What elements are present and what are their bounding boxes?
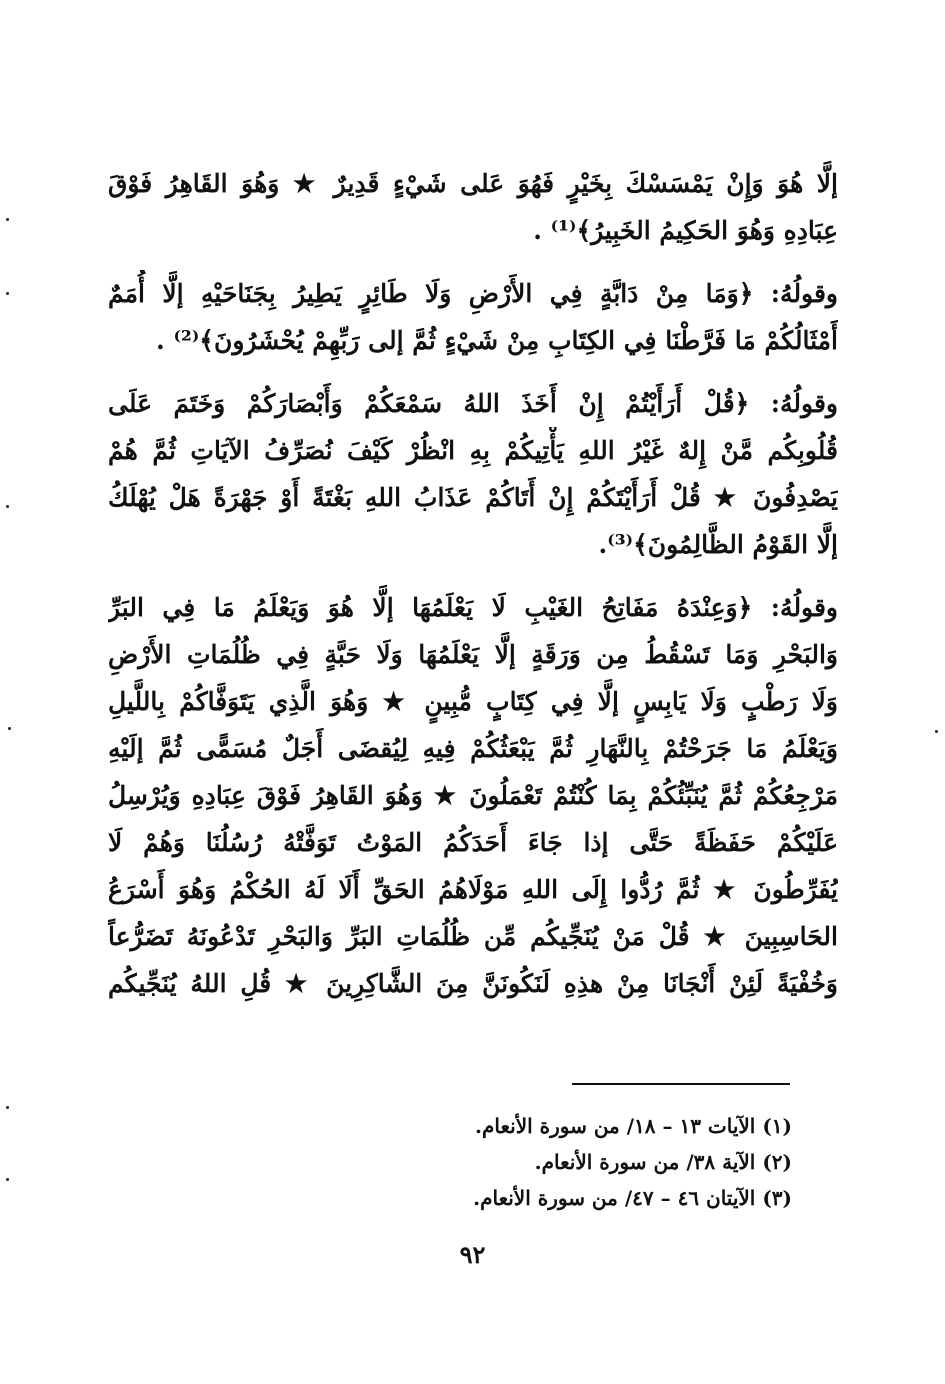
footnote-divider bbox=[572, 1083, 790, 1085]
text-line: إلَّا القَوْمُ الظَّالِمُونَ﴾⁽³⁾. bbox=[598, 530, 838, 559]
scan-speck bbox=[6, 1178, 9, 1181]
scan-speck bbox=[935, 730, 938, 733]
footnote-3: (٣) الآيتان ٤٦ – ٤٧/ من سورة الأنعام. bbox=[473, 1186, 792, 1210]
paragraph-3 bbox=[108, 380, 838, 568]
text-line: عِبَادِهِ وَهُوَ الحَكِيمُ الخَبِيرُ﴾⁽¹⁾ . bbox=[533, 216, 838, 245]
scan-speck bbox=[6, 505, 9, 508]
footnote-1: (١) الآيات ١٣ – ١٨/ من سورة الأنعام. bbox=[475, 1114, 792, 1138]
footnotes bbox=[300, 1108, 792, 1216]
paragraph-4 bbox=[108, 584, 838, 1007]
main-text bbox=[108, 160, 838, 1007]
text-line: الحَاسِبِينَ ★ قُلْ مَنْ يُنَجِّيكُم مِّن ظُلُمَاتِ البَرِّ وَالبَحْرِ تَدْعُونَهُ تَضَرُّعاً bbox=[108, 922, 838, 951]
scan-speck bbox=[6, 292, 9, 295]
scan-speck bbox=[6, 1106, 9, 1109]
text-line: وقولُهُ: ﴿وَمَا مِنْ دَابَّةٍ فِي الأَرْضِ وَلَا طَائِرٍ يَطِيرُ بِجَنَاحَيْهِ إلَّا أُمَمٌ bbox=[108, 279, 838, 308]
text-line: أَمْثَالُكُمْ مَا فَرَّطْنَا فِي الكِتَابِ مِنْ شَيْءٍ ثُمَّ إلى رَبِّهِمْ يُحْشَرُونَ﴾⁽²⁾ . bbox=[156, 326, 838, 355]
text-line: وَالبَحْرِ وَمَا تَسْقُطُ مِن وَرَقَةٍ إلَّا يَعْلَمُهَا وَلَا حَبَّةٍ فِي ظُلُمَاتِ الأَرْضِ bbox=[108, 640, 838, 669]
scan-speck bbox=[8, 727, 11, 730]
footnote-2: (٢) الآية ٣٨/ من سورة الأنعام. bbox=[534, 1150, 792, 1174]
text-line: قُلُوبِكُم مَّنْ إِلهٌ غَيْرُ اللهِ يَأْتِيكُمْ بِهِ انْظُرْ كَيْفَ نُصَرِّفُ الآيَاتِ ثُمَّ هُمْ bbox=[108, 436, 838, 465]
text-line: مَرْجِعُكُمْ ثُمَّ يُنَبِّئُكُمْ بِمَا كُنْتُمْ تَعْمَلُونَ ★ وَهُوَ القَاهِرُ فَوْقَ عِبَادِهِ وَيُرْسِلُ bbox=[108, 781, 838, 810]
text-line: يُفَرِّطُونَ ★ ثُمَّ رُدُّوا إِلَى اللهِ مَوْلَاهُمُ الحَقِّ أَلَا لَهُ الحُكْمُ وَهُوَ أَسْرَعُ bbox=[108, 875, 838, 904]
text-line: إلَّا هُوَ وَإِنْ يَمْسَسْكَ بِخَيْرٍ فَهُوَ عَلى شَيْءٍ قَدِيرٌ ★ وَهُوَ القَاهِرُ فَوْقَ bbox=[108, 169, 838, 198]
paragraph-2 bbox=[108, 270, 838, 364]
text-line: وَخُفْيَةً لَئِنْ أَنْجَانَا مِنْ هذِهِ لَنَكُونَنَّ مِنَ الشَّاكِرِينَ ★ قُلِ اللهُ يُنَجِّيكُم bbox=[108, 969, 838, 998]
scan-speck bbox=[6, 218, 9, 221]
text-line: وقولُهُ: ﴿وَعِنْدَهُ مَفَاتِحُ الغَيْبِ لَا يَعْلَمُهَا إلَّا هُوَ وَيَعْلَمُ مَا فِي البَرِّ bbox=[108, 593, 838, 622]
text-line: وقولُهُ: ﴿قُلْ أَرَأَيْتُمْ إِنْ أَخَذَ اللهُ سَمْعَكُمْ وَأَبْصَارَكُمْ وَخَتَمَ عَلَى bbox=[108, 389, 838, 418]
paragraph-1 bbox=[108, 160, 838, 254]
text-line: وَيَعْلَمُ مَا جَرَحْتُمْ بِالنَّهَارِ ثُمَّ يَبْعَثُكُمْ فِيهِ لِيُقضَى أَجَلٌ مُسَمًّى ثُمَّ إلَيْهِ bbox=[108, 734, 838, 763]
page-number: ٩٢ bbox=[459, 1240, 486, 1269]
text-line: عَلَيْكُمْ حَفَظَةً حَتَّى إذا جَاءَ أَحَدَكُمُ المَوْتُ تَوَفَّتْهُ رُسُلُنَا وَهُمْ لَا bbox=[108, 828, 838, 857]
text-line: وَلَا رَطْبٍ وَلَا يَابِسٍ إلَّا فِي كِتَابٍ مُّبِينٍ ★ وَهُوَ الَّذِي يَتَوَفَّاكُمْ بِاللَّيلِ bbox=[108, 687, 838, 716]
text-line: يَصْدِفُونَ ★ قُلْ أَرَأَيْتَكُمْ إِنْ أَتَاكُمْ عَذَابُ اللهِ بَغْتَةً أَوْ جَهْرَةً هَلْ يُهْلَكُ bbox=[108, 483, 838, 512]
